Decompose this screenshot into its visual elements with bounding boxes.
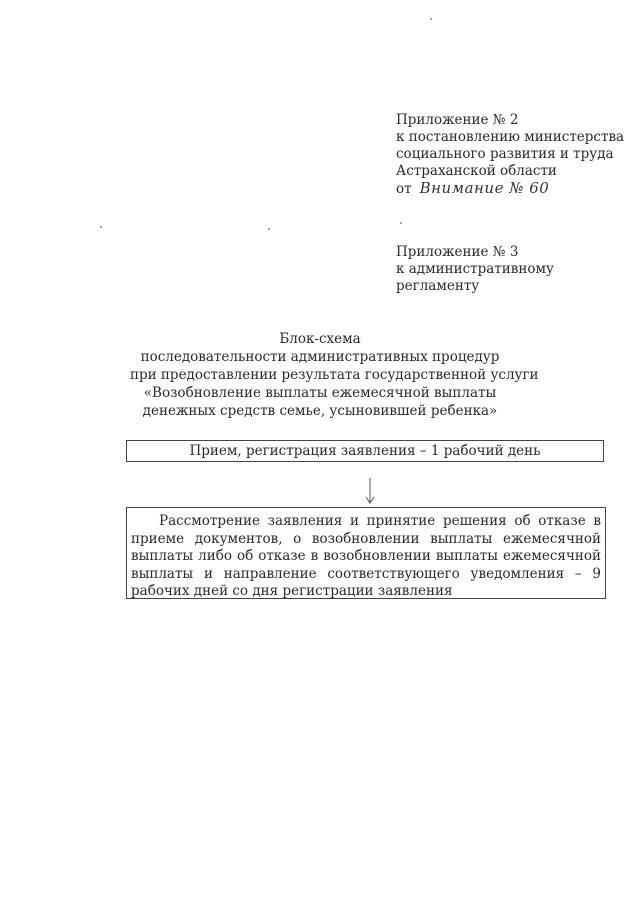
scan-speck bbox=[268, 228, 270, 230]
date-prefix: от bbox=[396, 181, 412, 197]
title-line: денежных средств семье, усыновившей ребенка» bbox=[142, 403, 498, 419]
appendix-2-date-line bbox=[396, 180, 624, 198]
scan-speck bbox=[100, 226, 102, 228]
down-arrow-icon bbox=[362, 476, 378, 506]
title-line: при предоставлении результата государственной услуги bbox=[130, 367, 539, 383]
appendix-2-header bbox=[396, 112, 624, 198]
appendix-3-header bbox=[396, 244, 554, 295]
appendix-3-line: Приложение № 3 bbox=[396, 244, 519, 260]
flowchart-step-1: Прием, регистрация заявления – 1 рабочий день bbox=[126, 440, 604, 462]
flowchart-step-2: Рассмотрение заявления и принятие решения об отказе в приеме документов, о возобновлении выплаты ежемесячной выплаты либо об отказе в возобновлении выплаты ежемесячной выплаты и направление соответствующего уведомления – 9 рабочих дней со дня регистрации заявления bbox=[126, 507, 606, 599]
appendix-2-line: к постановлению министерства bbox=[396, 129, 625, 145]
appendix-2-line: Астраханской области bbox=[396, 163, 557, 179]
appendix-2-line: социального развития и труда bbox=[396, 146, 614, 162]
title-line: Блок-схема bbox=[279, 331, 361, 347]
scan-speck bbox=[430, 18, 432, 20]
title-line: «Возобновление выплаты ежемесячной выплаты bbox=[143, 385, 497, 401]
scan-speck bbox=[400, 222, 402, 224]
appendix-3-line: к административному bbox=[396, 261, 554, 277]
title-line: последовательности административных процедур bbox=[140, 349, 500, 365]
appendix-3-line: регламенту bbox=[396, 278, 480, 294]
appendix-2-line: Приложение № 2 bbox=[396, 112, 519, 128]
handwritten-date: Внимание № 60 bbox=[419, 179, 550, 197]
flowchart-title bbox=[130, 330, 539, 420]
